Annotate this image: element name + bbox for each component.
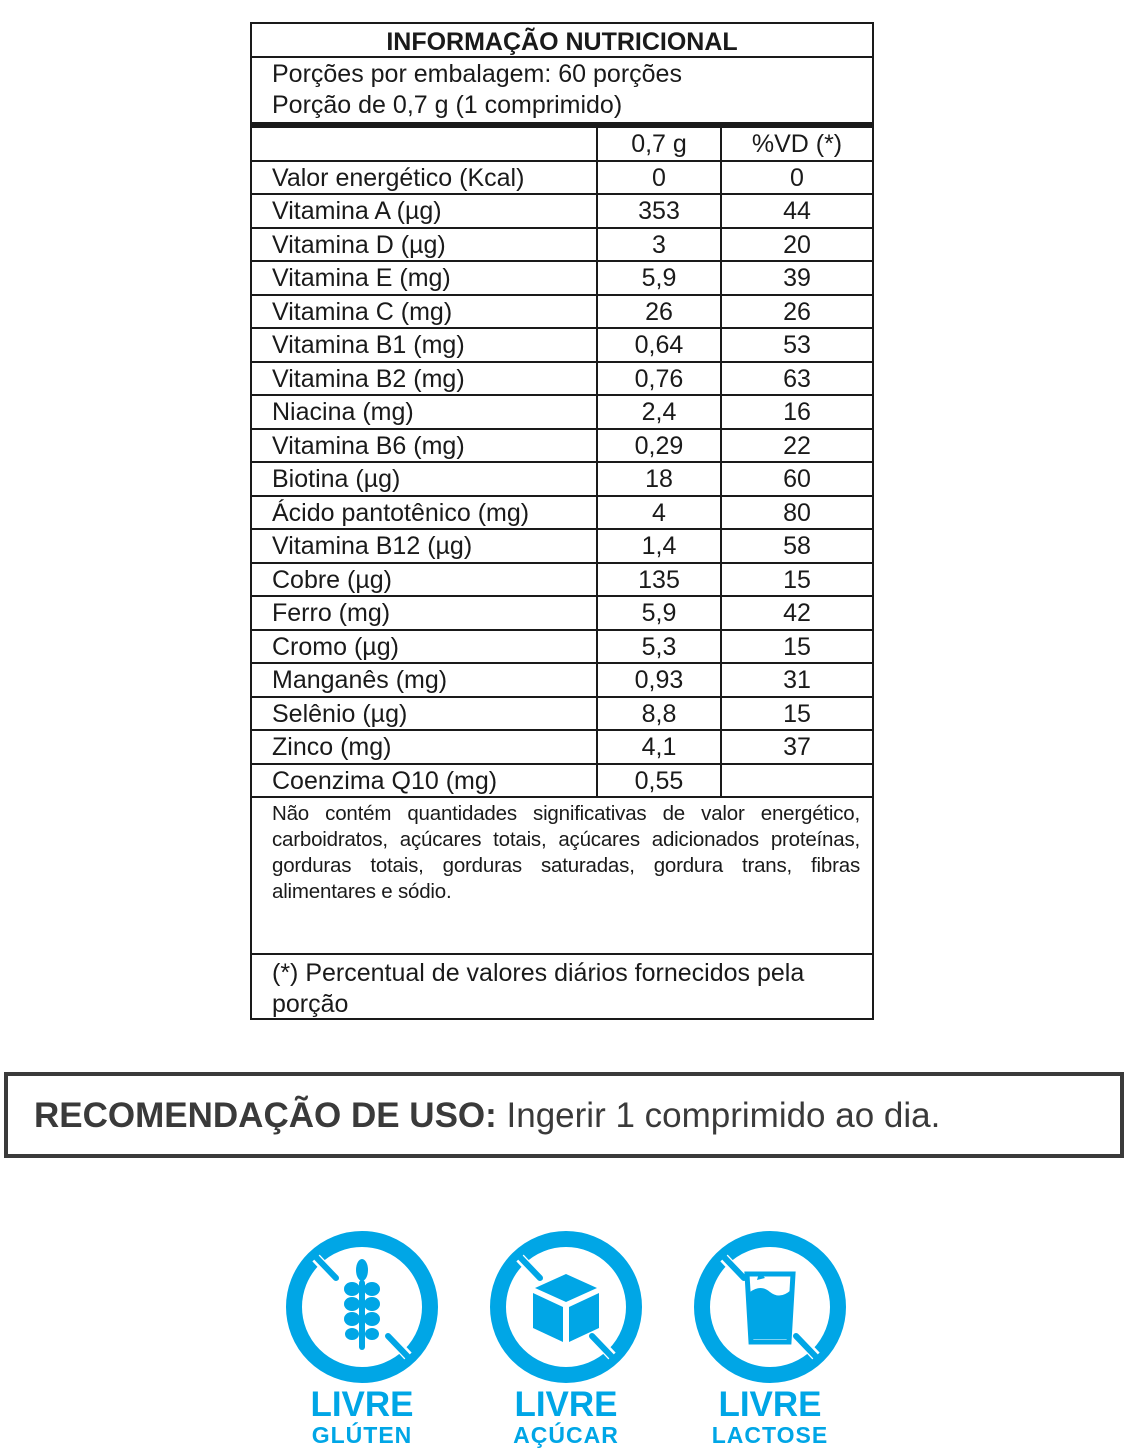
nutrient-amount: 18 bbox=[598, 463, 722, 495]
servings-per-package: Porções por embalagem: 60 porções bbox=[272, 60, 682, 88]
nutrient-vd: 53 bbox=[783, 331, 811, 359]
nutrition-table-title: INFORMAÇÃO NUTRICIONAL bbox=[252, 24, 872, 58]
nutrient-amount: 1,4 bbox=[598, 530, 722, 562]
table-row bbox=[252, 195, 872, 229]
nutrient-name: Coenzima Q10 (mg) bbox=[252, 765, 598, 797]
nutrient-vd: 15 bbox=[783, 565, 811, 594]
nutrient-amount: 8,8 bbox=[598, 698, 722, 730]
header-cell-amount: 0,7 g bbox=[598, 128, 722, 160]
nutrient-name: Biotina (µg) bbox=[252, 463, 598, 495]
nutrient-name: Vitamina A (µg) bbox=[252, 195, 598, 227]
nutrient-amount: 3 bbox=[598, 229, 722, 261]
nutrient-amount: 26 bbox=[598, 296, 722, 328]
nutrient-amount: 0 bbox=[598, 162, 722, 194]
badge-gluten-line1: LIVRE bbox=[310, 1385, 414, 1424]
nutrient-name: Selênio (µg) bbox=[252, 698, 598, 730]
nutrient-vd: 26 bbox=[783, 297, 811, 326]
badge-lactose-line1: LIVRE bbox=[718, 1385, 822, 1424]
nutrient-name: Ferro (mg) bbox=[252, 597, 598, 629]
nutrient-vd: 22 bbox=[783, 431, 811, 460]
nutrient-name: Zinco (mg) bbox=[252, 731, 598, 763]
badge-lactose-line2: LACTOSE bbox=[711, 1422, 829, 1448]
nutrient-amount: 5,9 bbox=[598, 262, 722, 294]
nutrient-vd: 60 bbox=[783, 465, 811, 493]
serving-size: Porção de 0,7 g (1 comprimido) bbox=[272, 91, 623, 119]
table-row bbox=[252, 396, 872, 430]
nutrient-name: Vitamina B6 (mg) bbox=[252, 430, 598, 462]
header-cell-vd: %VD (*) bbox=[751, 130, 843, 158]
nutrient-amount: 0,64 bbox=[598, 329, 722, 361]
nutrient-name: Cromo (µg) bbox=[252, 631, 598, 663]
nutrition-table bbox=[250, 22, 874, 1020]
nutrient-vd: 15 bbox=[783, 632, 811, 661]
not-significant-note: Não contém quantidades significativas de valor energético, carboidratos, açúcares totais, açúcares adicionados proteínas, gorduras totais, gorduras saturadas, gordura trans, fibras alimentares e sódio. bbox=[252, 798, 872, 955]
nutrient-vd: 44 bbox=[783, 197, 811, 225]
badge-gluten-free bbox=[277, 1222, 447, 1447]
nutrient-rows bbox=[252, 162, 872, 799]
table-row bbox=[252, 597, 872, 631]
table-row bbox=[252, 631, 872, 665]
table-row bbox=[252, 698, 872, 732]
nutrient-vd: 58 bbox=[783, 532, 811, 560]
table-row bbox=[252, 229, 872, 263]
nutrient-name: Vitamina B1 (mg) bbox=[252, 329, 598, 361]
badge-sugar-line2: AÇÚCAR bbox=[513, 1422, 619, 1448]
nutrient-amount: 0,93 bbox=[598, 664, 722, 696]
nutrient-amount: 0,29 bbox=[598, 430, 722, 462]
table-row bbox=[252, 564, 872, 598]
badge-sugar-line1: LIVRE bbox=[514, 1385, 618, 1424]
nutrient-name: Vitamina B12 (µg) bbox=[252, 530, 598, 562]
nutrient-amount: 0,55 bbox=[598, 765, 722, 797]
serving-info bbox=[252, 58, 872, 128]
nutrient-vd: 15 bbox=[783, 699, 811, 728]
nutrient-amount: 5,9 bbox=[598, 597, 722, 629]
nutrient-vd: 80 bbox=[783, 498, 811, 527]
nutrient-vd: 0 bbox=[790, 163, 804, 192]
nutrient-name: Ácido pantotênico (mg) bbox=[252, 497, 598, 529]
badge-lactose-free bbox=[685, 1222, 855, 1447]
vd-footnote: (*) Percentual de valores diários fornecidos pela porção bbox=[272, 959, 805, 1018]
usage-recommendation bbox=[4, 1072, 1124, 1158]
wheat-icon bbox=[277, 1222, 447, 1392]
nutrient-amount: 4 bbox=[598, 497, 722, 529]
table-row bbox=[252, 530, 872, 564]
nutrient-amount: 5,3 bbox=[598, 631, 722, 663]
nutrient-amount: 353 bbox=[598, 195, 722, 227]
table-row bbox=[252, 731, 872, 765]
nutrient-vd: 42 bbox=[783, 599, 811, 627]
nutrient-vd: 39 bbox=[783, 264, 811, 292]
nutrient-name: Vitamina E (mg) bbox=[252, 262, 598, 294]
table-row bbox=[252, 329, 872, 363]
table-row bbox=[252, 497, 872, 531]
milk-glass-icon bbox=[685, 1222, 855, 1392]
badge-sugar-free bbox=[481, 1222, 651, 1447]
header-cell-name bbox=[252, 128, 598, 160]
nutrient-vd bbox=[722, 765, 872, 797]
nutrient-name: Vitamina C (mg) bbox=[252, 296, 598, 328]
nutrient-amount: 135 bbox=[598, 564, 722, 596]
nutrient-vd: 16 bbox=[783, 398, 811, 426]
table-row bbox=[252, 430, 872, 464]
nutrient-vd: 20 bbox=[783, 230, 811, 259]
nutrient-vd: 37 bbox=[783, 733, 811, 761]
nutrient-amount: 2,4 bbox=[598, 396, 722, 428]
table-row bbox=[252, 262, 872, 296]
nutrient-name: Vitamina B2 (mg) bbox=[252, 363, 598, 395]
table-row bbox=[252, 664, 872, 698]
nutrient-vd: 31 bbox=[783, 666, 811, 694]
nutrient-vd: 63 bbox=[783, 364, 811, 393]
sugar-cube-icon bbox=[481, 1222, 651, 1392]
nutrient-amount: 0,76 bbox=[598, 363, 722, 395]
nutrient-amount: 4,1 bbox=[598, 731, 722, 763]
nutrient-name: Manganês (mg) bbox=[252, 664, 598, 696]
table-row bbox=[252, 765, 872, 799]
recommendation-label: RECOMENDAÇÃO DE USO: bbox=[34, 1096, 497, 1135]
nutrient-name: Valor energético (Kcal) bbox=[252, 162, 598, 194]
table-row bbox=[252, 296, 872, 330]
table-row bbox=[252, 162, 872, 196]
table-header-row bbox=[252, 128, 872, 162]
table-row bbox=[252, 463, 872, 497]
badge-gluten-line2: GLÚTEN bbox=[311, 1422, 413, 1448]
table-row bbox=[252, 363, 872, 397]
nutrient-name: Vitamina D (µg) bbox=[252, 229, 598, 261]
nutrient-name: Cobre (µg) bbox=[252, 564, 598, 596]
recommendation-text: Ingerir 1 comprimido ao dia. bbox=[496, 1096, 941, 1135]
nutrient-name: Niacina (mg) bbox=[252, 396, 598, 428]
